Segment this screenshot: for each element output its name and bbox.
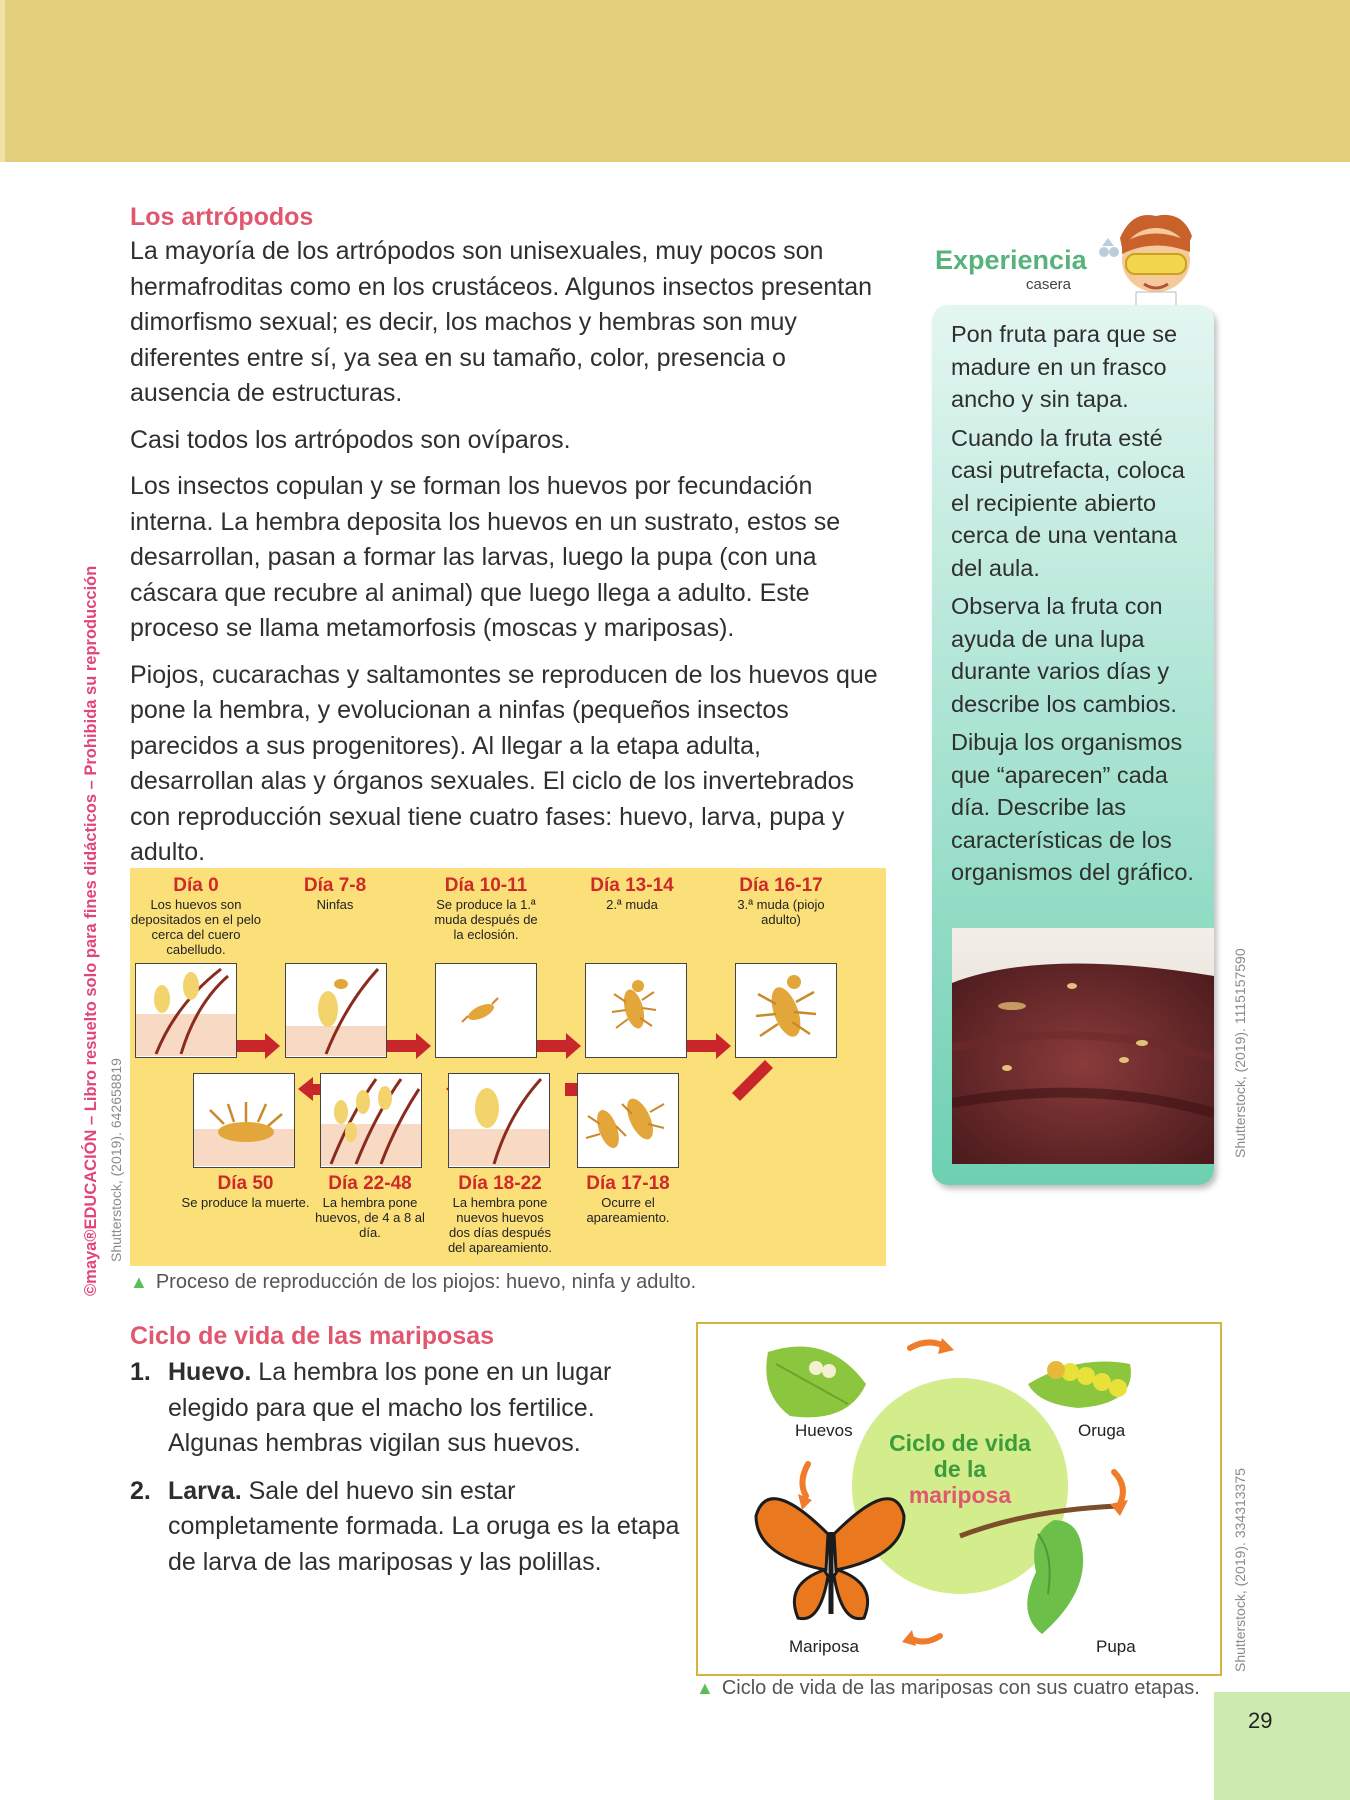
page-number-tab [1214, 1692, 1350, 1800]
cycle-caption [696, 1677, 1200, 1700]
lice-stage-day10 [430, 875, 542, 942]
triangle-icon: ▲ [696, 1678, 714, 1698]
lice-stage-day22 [315, 1173, 425, 1240]
lice-first-molt-image [435, 963, 537, 1058]
copyright-brand: ©maya®EDUCACIÓN [82, 1129, 100, 1296]
cycle-title-line2: de la [933, 1456, 987, 1482]
stage-day: Día 10-11 [444, 875, 528, 896]
label-mariposa: Mariposa [789, 1637, 859, 1656]
lice-laying-eggs-image [320, 1073, 422, 1168]
experiencia-step-2: Cuando la fruta esté casi putrefacta, coloca el recipiente abierto cerca de una ventana del aula. [951, 424, 1185, 581]
lice-stage-day13 [577, 875, 687, 912]
experiencia-step-3: Observa la fruta con ayuda de una lupa durante varios días y describe los cambios. [951, 593, 1177, 717]
copyright-notice [82, 566, 101, 1296]
stage-day: Día 13-14 [590, 875, 674, 896]
item-number: 2. [130, 1476, 151, 1505]
stage-day: Día 16-17 [739, 875, 823, 896]
item-term: Larva. [168, 1476, 242, 1505]
list-item [130, 1474, 690, 1581]
stage-desc: 3.ª muda (piojo adulto) [737, 897, 825, 927]
stage-desc: Se produce la muerte. [181, 1195, 310, 1210]
lice-caption-text: Proceso de reproducción de los piojos: huevo, ninfa y adulto. [155, 1271, 697, 1293]
label-oruga: Oruga [1078, 1421, 1126, 1440]
stage-desc: La hembra pone nuevos huevos dos días después del apareamiento. [447, 1195, 553, 1255]
copyright-text: – Libro resuelto solo para fines didácticos – Prohibida su reproducción [82, 565, 100, 1130]
item-number: 1. [130, 1358, 151, 1386]
paragraph-1: La mayoría de los artrópodos son unisexuales, muy pocos son hermafroditas como en los crustáceos. Algunos insectos presentan dimorfismo sexual; es decir, los machos y hembras son muy diferentes entre sí, ya sea en su tamaño, color, presencia o ausencia de estructuras. [130, 237, 873, 407]
lice-image-credit: Shutterstock, (2019). 642658819 [108, 1058, 124, 1262]
fruit-image-credit: Shutterstock, (2019). 1115157590 [1232, 948, 1248, 1158]
rotting-fruit-photo [952, 928, 1214, 1164]
lice-mating-image [577, 1073, 679, 1168]
top-band [0, 0, 1350, 162]
stage-day: Día 0 [173, 875, 219, 896]
lice-stage-day7 [280, 875, 390, 912]
stage-day: Día 18-22 [458, 1173, 542, 1194]
lice-death-image [193, 1073, 295, 1168]
item-description: Sale del huevo sin estar completamente formada. La oruga es la etapa de larva de las mariposas y las polillas. [168, 1476, 680, 1576]
item-text [168, 1355, 690, 1462]
lice-stage-day50 [178, 1173, 313, 1210]
stage-day: Día 7-8 [303, 875, 367, 896]
section-heading: Los artrópodos [130, 203, 314, 231]
stage-day: Día 17-18 [586, 1173, 670, 1194]
lice-stage-day17 [572, 1173, 684, 1225]
label-huevos: Huevos [795, 1421, 853, 1440]
item-term: Huevo. [168, 1358, 252, 1386]
experiencia-step-1: Pon fruta para que se madure en un frasco ancho y sin tapa. [951, 321, 1178, 412]
item-text [168, 1474, 690, 1581]
lice-stage-day18 [445, 1173, 555, 1255]
item-description: La hembra los pone en un lugar elegido para que el macho los fertilice. Algunas hembras vigilan sus huevos. [168, 1358, 612, 1457]
label-pupa: Pupa [1096, 1637, 1136, 1656]
stage-desc: Se produce la 1.ª muda después de la eclosión. [434, 897, 538, 942]
cycle-caption-text: Ciclo de vida de las mariposas con sus cuatro etapas. [721, 1677, 1200, 1699]
experiencia-subtitle: casera [1026, 276, 1072, 293]
paragraph-2: Casi todos los artrópodos son ovíparos. [130, 425, 571, 454]
stage-day: Día 22-48 [328, 1173, 412, 1194]
lice-nymph-image [285, 963, 387, 1058]
experiencia-step-4: Dibuja los organismos que “aparecen” cada día. Describe las características de los organismos del gráfico. [951, 729, 1194, 885]
stage-desc: Ninfas [316, 897, 354, 912]
stage-desc: Los huevos son depositados en el pelo cerca del cuero cabelludo. [130, 897, 262, 957]
lice-caption [130, 1271, 696, 1294]
lice-new-eggs-image [448, 1073, 550, 1168]
page-number: 29 [1248, 1708, 1273, 1733]
stage-desc: 2.ª muda [606, 897, 658, 912]
butterfly-section-heading: Ciclo de vida de las mariposas [130, 1322, 495, 1350]
experiencia-text [951, 318, 1201, 895]
stage-day: Día 50 [217, 1173, 274, 1194]
lice-egg-image [135, 963, 237, 1058]
lice-cycle-diagram [130, 868, 886, 1266]
cycle-center-title [868, 1430, 1052, 1508]
paragraph-3: Los insectos copulan y se forman los huevos por fecundación interna. La hembra deposita los huevos en un sustrato, estos se desarrollan, pasan a formar las larvas, luego la pupa (con una cáscara que recubre al animal) que luego llega a adulto. Este proceso se llama metamorfosis (moscas y mariposas). [130, 472, 841, 642]
experiencia-title: Experiencia [935, 245, 1087, 275]
list-item [130, 1355, 690, 1462]
butterfly-stage-list [130, 1355, 690, 1592]
triangle-icon: ▲ [130, 1272, 148, 1292]
stage-desc: La hembra pone huevos, de 4 a 8 al día. [315, 1195, 425, 1240]
lice-stage-day0 [130, 875, 262, 957]
stage-desc: Ocurre el apareamiento. [586, 1195, 670, 1225]
scientist-boy-icon [1092, 208, 1214, 310]
arthropods-section [130, 203, 890, 882]
butterfly-cycle-diagram [696, 1322, 1222, 1676]
cycle-image-credit: Shutterstock, (2019). 334313375 [1232, 1468, 1248, 1672]
cycle-title-line3: mariposa [908, 1482, 1012, 1508]
lice-second-molt-image [585, 963, 687, 1058]
paragraph-4: Piojos, cucarachas y saltamontes se reproducen de los huevos que pone la hembra, y evolucionan a ninfas (pequeños insectos parecidos a sus progenitores). Al llegar a la etapa adulta, desarrollan alas y órganos sexuales. El ciclo de los invertebrados con reproducción sexual tiene cuatro fases: huevo, larva, pupa y adulto. [130, 660, 878, 866]
lice-stage-day16 [725, 875, 837, 927]
cycle-title-line1: Ciclo de vida [889, 1430, 1031, 1456]
lice-adult-image [735, 963, 837, 1058]
